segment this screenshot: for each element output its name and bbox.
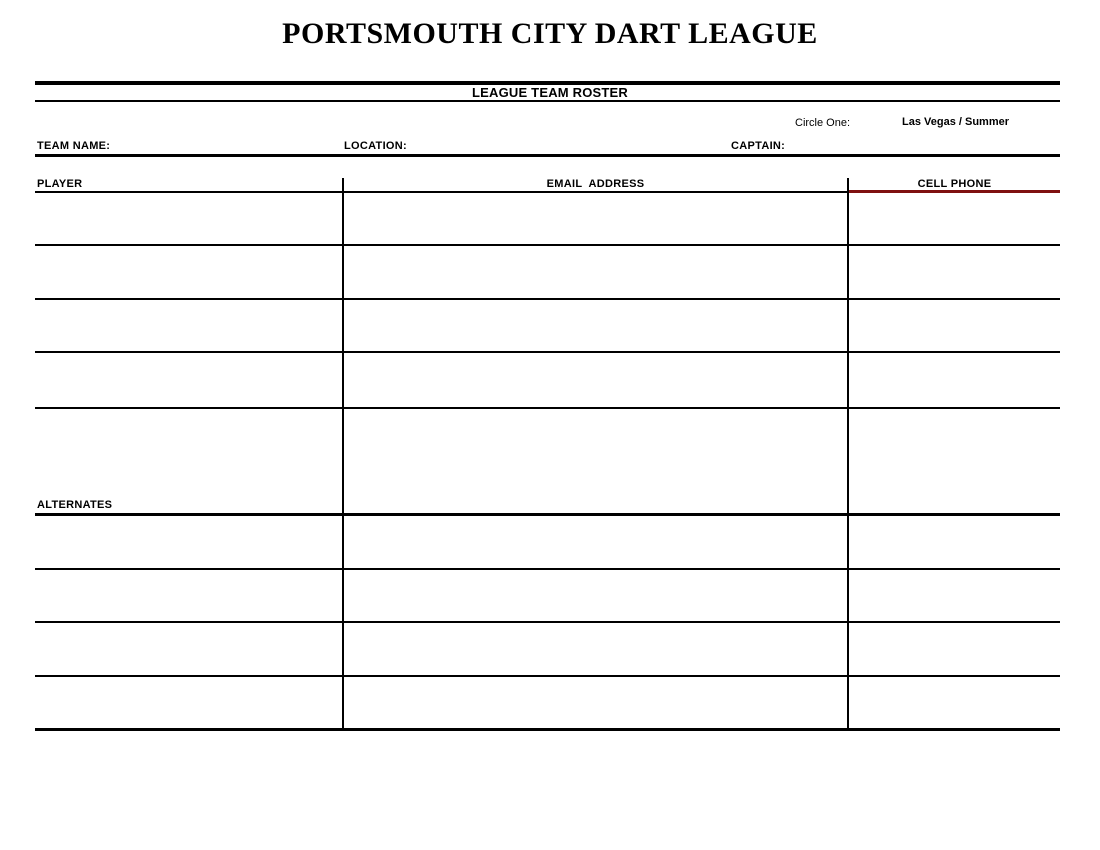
player-email-cell[interactable] xyxy=(342,246,849,300)
alternate-phone-cell[interactable] xyxy=(849,677,1060,731)
alternate-email-cell[interactable] xyxy=(342,677,849,731)
alternate-row-3 xyxy=(35,623,1060,677)
alternate-row-1 xyxy=(35,516,1060,570)
alternate-name-cell[interactable] xyxy=(35,570,342,623)
team-fields-rule xyxy=(35,154,1060,157)
season-options-value[interactable]: Las Vegas / Summer xyxy=(902,116,1009,128)
alternate-name-cell[interactable] xyxy=(35,516,342,570)
player-name-cell[interactable] xyxy=(35,300,342,353)
column-header-player: PLAYER xyxy=(35,178,342,193)
roster-header-row xyxy=(35,178,1060,193)
player-name-cell[interactable] xyxy=(35,193,342,246)
player-name-cell[interactable] xyxy=(35,246,342,300)
alternate-email-cell[interactable] xyxy=(342,623,849,677)
player-row-3 xyxy=(35,300,1060,353)
alternate-phone-cell[interactable] xyxy=(849,623,1060,677)
column-header-email: EMAIL ADDRESS xyxy=(342,178,849,193)
alternate-name-cell[interactable] xyxy=(35,677,342,731)
player-row-1 xyxy=(35,193,1060,246)
location-label: LOCATION: xyxy=(344,140,407,152)
player-name-cell[interactable] xyxy=(35,409,342,516)
column-header-cell-phone: CELL PHONE xyxy=(849,178,1060,193)
player-phone-cell[interactable] xyxy=(849,353,1060,409)
player-email-cell[interactable] xyxy=(342,300,849,353)
team-name-label: TEAM NAME: xyxy=(37,140,111,152)
roster-banner: LEAGUE TEAM ROSTER xyxy=(472,85,628,100)
alternate-email-cell[interactable] xyxy=(342,570,849,623)
player-phone-cell[interactable] xyxy=(849,409,1060,516)
player-name-cell[interactable] xyxy=(35,353,342,409)
alternate-phone-cell[interactable] xyxy=(849,516,1060,570)
player-phone-cell[interactable] xyxy=(849,193,1060,246)
page-title: PORTSMOUTH CITY DART LEAGUE xyxy=(282,17,818,50)
player-row-2 xyxy=(35,246,1060,300)
player-email-cell[interactable] xyxy=(342,353,849,409)
alternate-row-4 xyxy=(35,677,1060,731)
player-phone-cell[interactable] xyxy=(849,300,1060,353)
banner-rule-bottom xyxy=(35,100,1060,102)
player-phone-cell[interactable] xyxy=(849,246,1060,300)
alternate-name-cell[interactable] xyxy=(35,623,342,677)
roster-table xyxy=(35,178,1060,731)
captain-label: CAPTAIN: xyxy=(731,140,786,152)
player-row-5 xyxy=(35,409,1060,516)
player-email-cell[interactable] xyxy=(342,409,849,516)
alternate-row-2 xyxy=(35,570,1060,623)
player-row-4 xyxy=(35,353,1060,409)
alternate-phone-cell[interactable] xyxy=(849,570,1060,623)
alternate-email-cell[interactable] xyxy=(342,516,849,570)
alternates-section-label: ALTERNATES xyxy=(37,499,113,511)
circle-one-label: Circle One: xyxy=(795,117,851,129)
player-email-cell[interactable] xyxy=(342,193,849,246)
